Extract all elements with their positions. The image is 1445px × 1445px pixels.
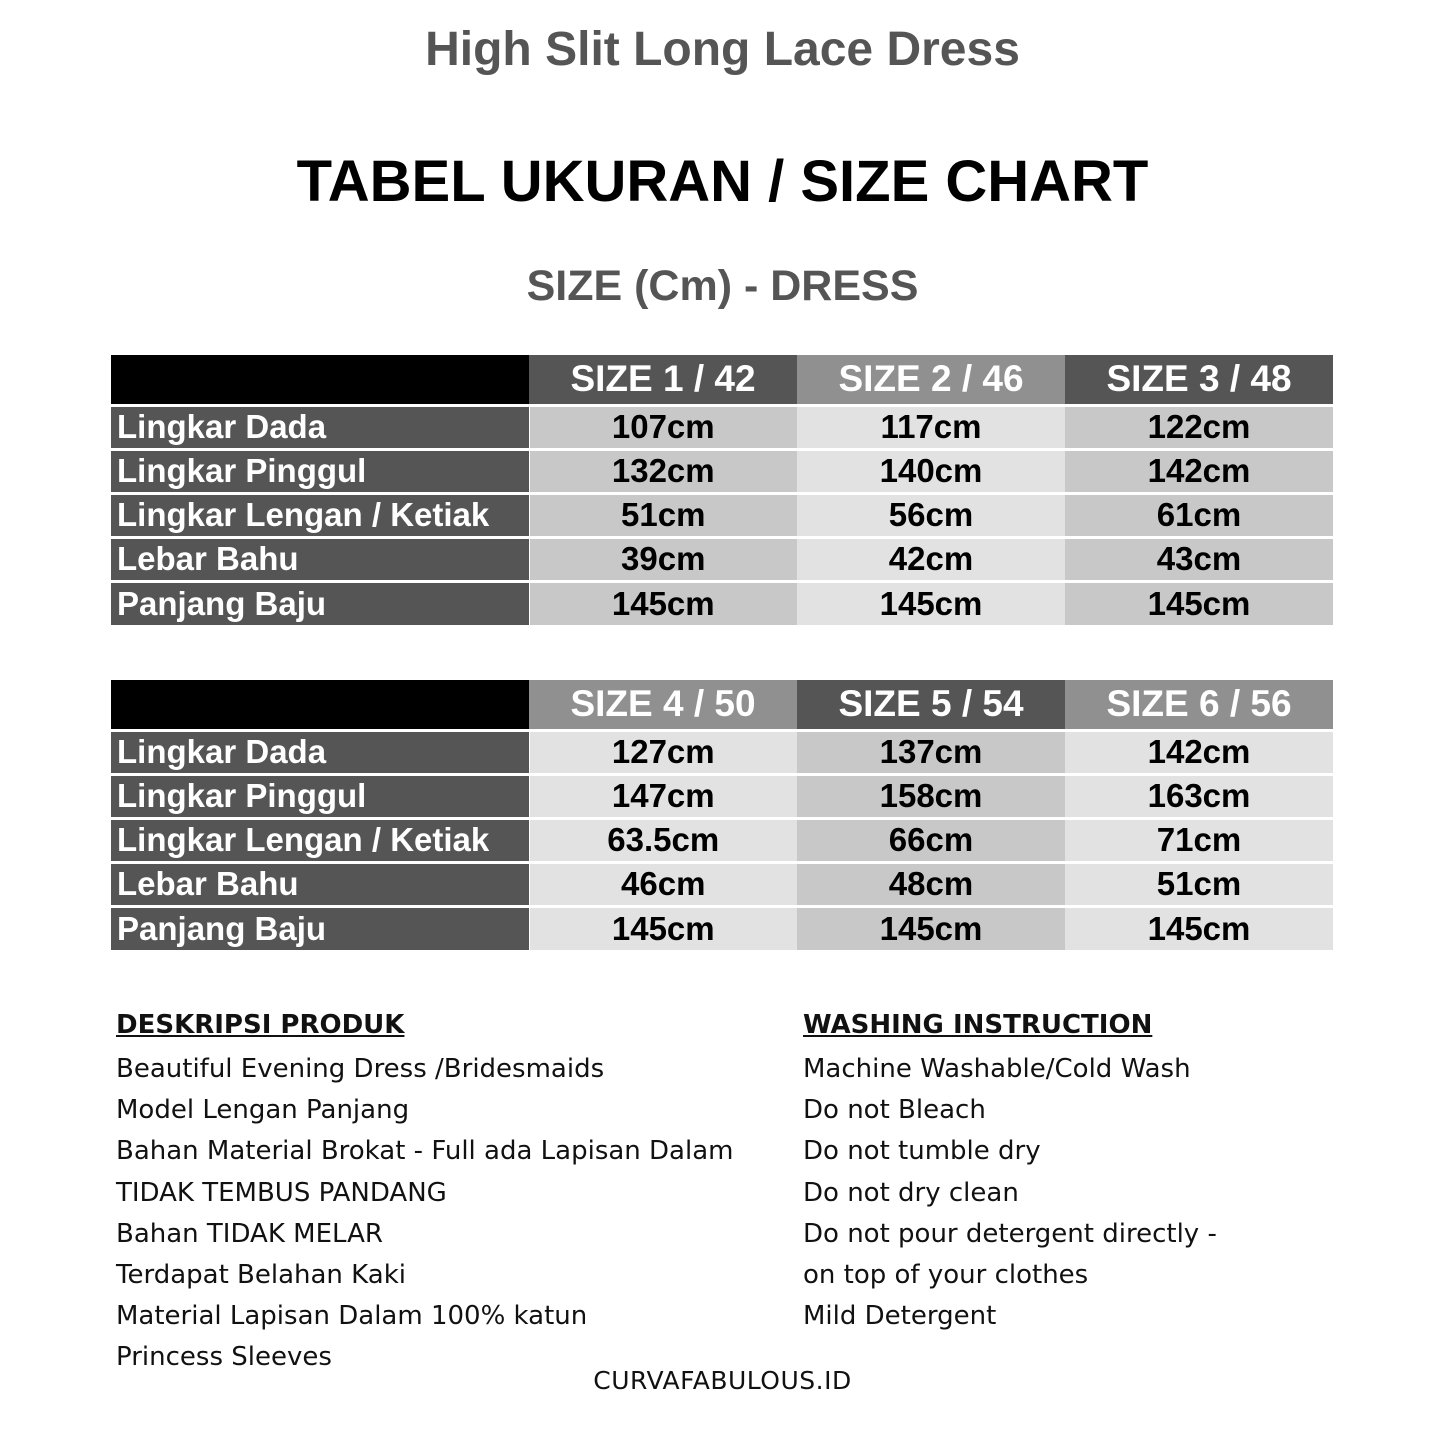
brand-footer: CURVAFABULOUS.ID <box>593 1366 852 1395</box>
row-label: Lingkar Dada <box>111 730 529 774</box>
measurement-cell: 145cm <box>529 581 797 625</box>
size-chart-heading: TABEL UKURAN / SIZE CHART <box>296 149 1149 214</box>
measurement-cell: 140cm <box>797 449 1065 493</box>
row-label: Panjang Baju <box>111 906 529 950</box>
list-item: TIDAK TEMBUS PANDANG <box>116 1177 447 1208</box>
description-title: DESKRIPSI PRODUK <box>116 1010 405 1040</box>
size-header: SIZE 3 / 48 <box>1065 355 1333 405</box>
list-item: Beautiful Evening Dress /Bridesmaids <box>116 1054 605 1084</box>
row-label: Lingkar Pinggul <box>111 774 529 818</box>
table-row <box>111 449 1333 493</box>
table-row <box>111 774 1333 818</box>
row-label: Lebar Bahu <box>111 537 529 581</box>
measurement-cell: 56cm <box>797 493 1065 537</box>
list-item: Bahan Material Brokat - Full ada Lapisan Dalam <box>116 1136 734 1167</box>
size-header: SIZE 5 / 54 <box>797 680 1065 730</box>
list-item: Model Lengan Panjang <box>116 1095 410 1126</box>
measurement-cell: 61cm <box>1065 493 1333 537</box>
row-label: Lingkar Lengan / Ketiak <box>111 818 529 862</box>
measurement-cell: 39cm <box>529 537 797 581</box>
list-item: Do not tumble dry <box>803 1136 1041 1167</box>
table-row <box>111 581 1333 625</box>
table-header-row <box>111 355 1333 405</box>
list-item: Princess Sleeves <box>116 1342 332 1373</box>
measurement-cell: 145cm <box>1065 581 1333 625</box>
measurement-cell: 142cm <box>1065 449 1333 493</box>
size-header: SIZE 4 / 50 <box>529 680 797 730</box>
row-label: Lingkar Pinggul <box>111 449 529 493</box>
list-item: Do not pour detergent directly - <box>803 1218 1217 1249</box>
description-list <box>116 1049 733 1379</box>
table-row <box>111 818 1333 862</box>
page-title: High Slit Long Lace Dress <box>425 23 1020 76</box>
row-label: Lingkar Lengan / Ketiak <box>111 493 529 537</box>
table-row <box>111 537 1333 581</box>
list-item: Do not Bleach <box>803 1095 986 1126</box>
measurement-cell: 66cm <box>797 818 1065 862</box>
table-row <box>111 862 1333 906</box>
measurement-cell: 42cm <box>797 537 1065 581</box>
list-item: Bahan TIDAK MELAR <box>116 1218 383 1249</box>
table-header-row <box>111 680 1333 730</box>
list-item: Material Lapisan Dalam 100% katun <box>116 1301 588 1332</box>
size-table-1 <box>111 355 1333 625</box>
measurement-cell: 137cm <box>797 730 1065 774</box>
table-row <box>111 906 1333 950</box>
measurement-cell: 43cm <box>1065 537 1333 581</box>
table-row <box>111 405 1333 449</box>
size-chart-subheading: SIZE (Cm) - DRESS <box>526 262 919 310</box>
measurement-cell: 63.5cm <box>529 818 797 862</box>
measurement-cell: 147cm <box>529 774 797 818</box>
measurement-cell: 158cm <box>797 774 1065 818</box>
measurement-cell: 127cm <box>529 730 797 774</box>
measurement-cell: 107cm <box>529 405 797 449</box>
washing-list <box>803 1049 1217 1337</box>
header-blank-cell <box>111 355 529 405</box>
measurement-cell: 142cm <box>1065 730 1333 774</box>
row-label: Panjang Baju <box>111 581 529 625</box>
size-header: SIZE 6 / 56 <box>1065 680 1333 730</box>
list-item: Mild Detergent <box>803 1301 997 1332</box>
measurement-cell: 71cm <box>1065 818 1333 862</box>
size-table-2 <box>111 680 1333 950</box>
size-header: SIZE 2 / 46 <box>797 355 1065 405</box>
row-label: Lingkar Dada <box>111 405 529 449</box>
size-header: SIZE 1 / 42 <box>529 355 797 405</box>
row-label: Lebar Bahu <box>111 862 529 906</box>
measurement-cell: 145cm <box>1065 906 1333 950</box>
list-item: on top of your clothes <box>803 1260 1089 1291</box>
list-item: Do not dry clean <box>803 1177 1019 1208</box>
measurement-cell: 145cm <box>797 581 1065 625</box>
measurement-cell: 117cm <box>797 405 1065 449</box>
measurement-cell: 132cm <box>529 449 797 493</box>
list-item: Terdapat Belahan Kaki <box>116 1260 406 1291</box>
measurement-cell: 48cm <box>797 862 1065 906</box>
table-row <box>111 493 1333 537</box>
measurement-cell: 163cm <box>1065 774 1333 818</box>
measurement-cell: 145cm <box>529 906 797 950</box>
measurement-cell: 122cm <box>1065 405 1333 449</box>
table-row <box>111 730 1333 774</box>
measurement-cell: 46cm <box>529 862 797 906</box>
washing-title: WASHING INSTRUCTION <box>803 1010 1153 1040</box>
list-item: Machine Washable/Cold Wash <box>803 1054 1191 1084</box>
measurement-cell: 145cm <box>797 906 1065 950</box>
washing-instruction <box>803 1008 1217 1337</box>
measurement-cell: 51cm <box>1065 862 1333 906</box>
header-blank-cell <box>111 680 529 730</box>
measurement-cell: 51cm <box>529 493 797 537</box>
product-description <box>116 1008 733 1379</box>
